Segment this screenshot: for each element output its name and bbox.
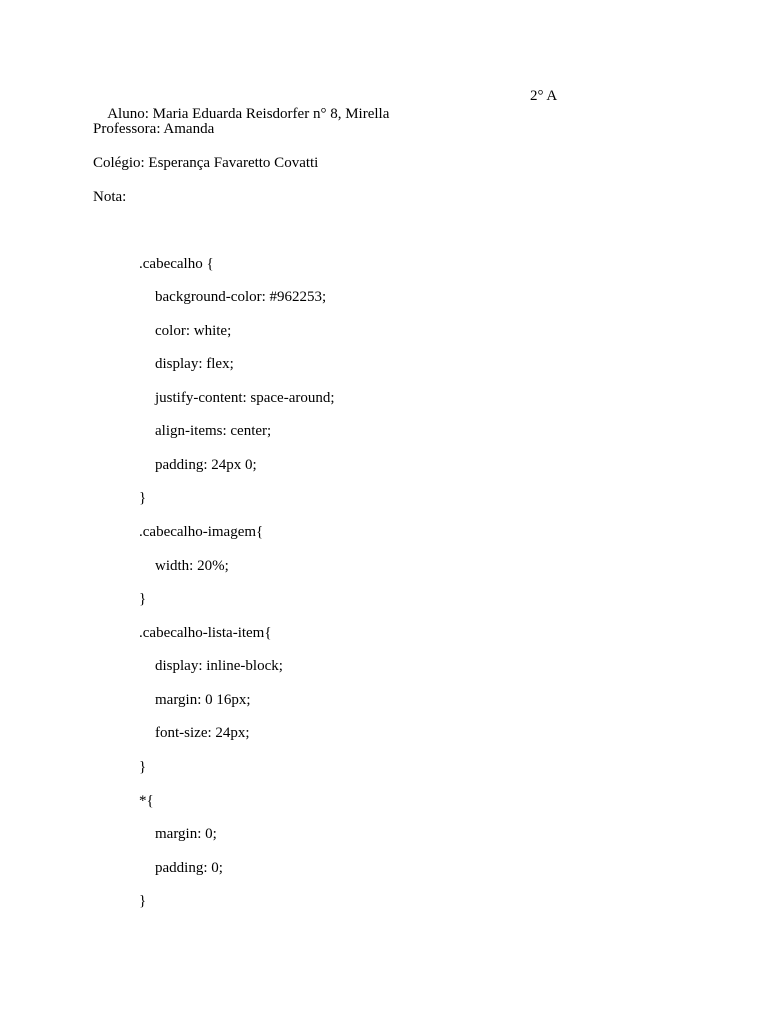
code-line: width: 20%;	[155, 558, 229, 574]
code-line: }	[139, 591, 147, 607]
code-line: margin: 0;	[155, 826, 217, 842]
code-line: }	[139, 893, 147, 909]
code-line: }	[139, 490, 147, 506]
code-line: display: flex;	[155, 356, 234, 372]
code-line: font-size: 24px;	[155, 725, 250, 741]
code-line: padding: 24px 0;	[155, 457, 257, 473]
code-line: padding: 0;	[155, 860, 223, 876]
aluno-text: Aluno: Maria Eduarda Reisdorfer n° 8, Mirella	[107, 106, 390, 122]
code-line: .cabecalho-lista-item{	[139, 625, 272, 641]
nota-text: Nota:	[93, 189, 127, 205]
code-line: justify-content: space-around;	[155, 390, 335, 406]
code-line: display: inline-block;	[155, 658, 283, 674]
code-line: }	[139, 759, 147, 775]
code-line: align-items: center;	[155, 423, 272, 439]
turma-text: 2° A	[530, 88, 558, 104]
code-line: color: white;	[155, 323, 232, 339]
code-line: margin: 0 16px;	[155, 692, 251, 708]
code-line: .cabecalho {	[139, 256, 214, 272]
code-line: background-color: #962253;	[155, 289, 327, 305]
code-line: .cabecalho-imagem{	[139, 524, 264, 540]
colegio-text: Colégio: Esperança Favaretto Covatti	[93, 155, 319, 171]
code-line: *{	[139, 793, 154, 809]
professora-text: Professora: Amanda	[93, 121, 215, 137]
